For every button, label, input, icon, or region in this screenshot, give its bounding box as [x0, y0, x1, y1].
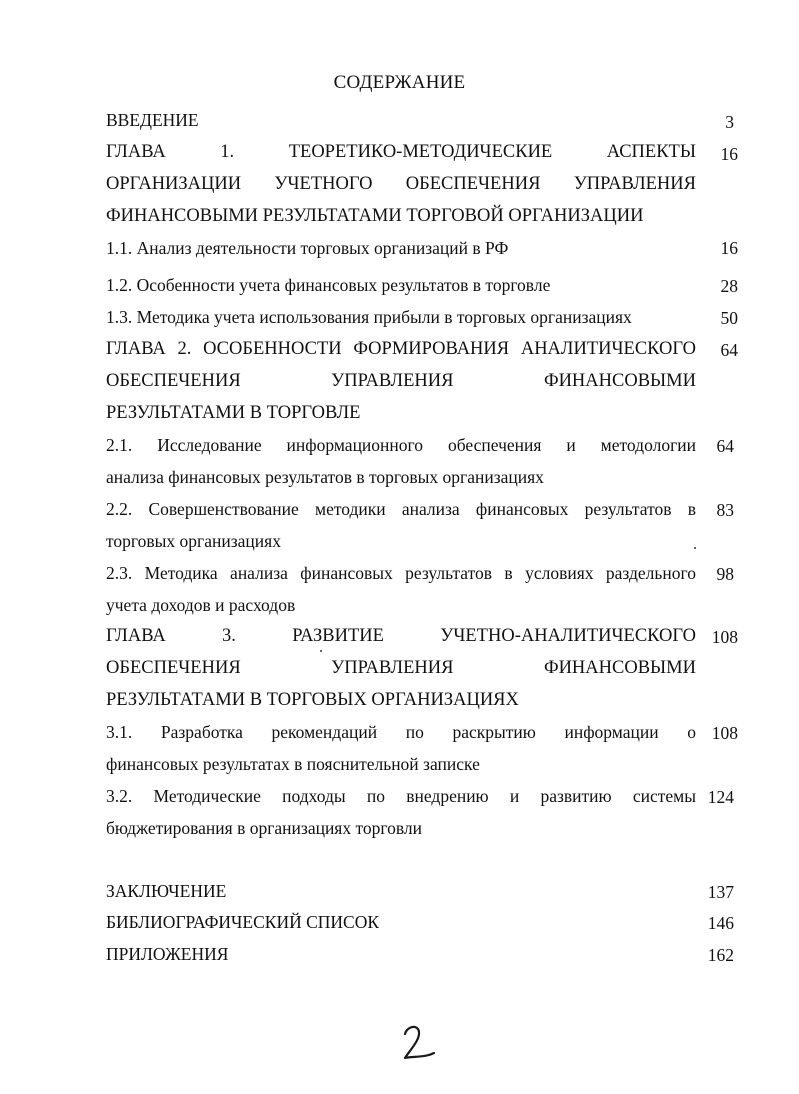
toc-title: СОДЕРЖАНИЕ: [333, 72, 466, 93]
toc-entry-introduction: [106, 104, 696, 136]
toc-entry-section-3-2: [106, 780, 696, 844]
toc-entry-text: РЕЗУЛЬТАТАМИ В ТОРГОВЛЕ: [106, 403, 361, 423]
toc-page-number: 64: [720, 340, 738, 360]
toc-entry-text: 1.1. Анализ деятельности торговых организаций в РФ: [106, 238, 509, 258]
toc-page-number: 137: [707, 882, 734, 902]
toc-entry-text: финансовых результатах в пояснительной записке: [106, 754, 480, 774]
toc-page-number: 108: [711, 627, 738, 647]
toc-entry-text: анализа финансовых результатов в торговых организациях: [106, 467, 544, 487]
toc-entry-chapter-3: [106, 620, 696, 716]
toc-page-number: 28: [720, 276, 738, 296]
toc-entry-text: 3.2. Методические подходы по внедрению и развитию системы: [106, 786, 696, 806]
toc-page-number: 162: [707, 945, 734, 965]
toc-entry-text: 2.3. Методика анализа финансовых результатов в условиях раздельного: [106, 563, 696, 583]
toc-entry-text: ПРИЛОЖЕНИЯ: [106, 944, 229, 964]
toc-entry-text: БИБЛИОГРАФИЧЕСКИЙ СПИСОК: [106, 912, 380, 932]
toc-entry-text: 2.2. Совершенствование методики анализа финансовых результатов в: [106, 499, 696, 519]
toc-page-number: 16: [720, 144, 738, 164]
toc-entry-section-2-2: [106, 493, 696, 557]
toc-entry-text: 3.1. Разработка рекомендаций по раскрытию информации о: [106, 722, 696, 742]
toc-entry-text: учета доходов и расходов: [106, 595, 296, 615]
toc-page-number: 146: [707, 913, 734, 933]
toc-entry-text: ГЛАВА 3. РАЗВИТИЕ УЧЕТНО-АНАЛИТИЧЕСКОГО: [106, 626, 696, 646]
toc-entry-text: ВВЕДЕНИЕ: [106, 110, 199, 130]
toc-page-number: 64: [716, 436, 734, 456]
scan-speck: [694, 547, 696, 549]
toc-entry-section-1-2: [106, 269, 696, 301]
toc-page-number: 50: [720, 308, 738, 328]
toc-page-number: 83: [716, 500, 734, 520]
toc-entry-text: ФИНАНСОВЫМИ РЕЗУЛЬТАТАМИ ТОРГОВОЙ ОРГАНИЗАЦИИ: [106, 206, 644, 226]
toc-page-number: 16: [720, 238, 738, 258]
toc-entry-text: бюджетирования в организациях торговли: [106, 818, 423, 838]
toc-entry-text: 1.2. Особенности учета финансовых результатов в торговле: [106, 275, 551, 295]
scan-speck: [320, 650, 322, 652]
toc-entry-text: ОРГАНИЗАЦИИ УЧЕТНОГО ОБЕСПЕЧЕНИЯ УПРАВЛЕНИЯ: [106, 174, 696, 194]
toc-entry-text: ЗАКЛЮЧЕНИЕ: [106, 881, 227, 901]
toc-entry-section-3-1: [106, 716, 696, 780]
toc-entry-section-1-3: [106, 301, 696, 333]
toc-page-number: 98: [716, 564, 734, 584]
toc-entry-section-2-1: [106, 429, 696, 493]
toc-entry-text: ГЛАВА 1. ТЕОРЕТИКО-МЕТОДИЧЕСКИЕ АСПЕКТЫ: [106, 142, 696, 162]
toc-page-number: 108: [711, 723, 738, 743]
handwritten-page-number: [396, 1018, 444, 1066]
toc-entry-text: 1.3. Методика учета использования прибыли в торговых организациях: [106, 307, 632, 327]
toc-page-number: 3: [725, 112, 734, 132]
toc-entry-text: торговых организациях: [106, 531, 281, 551]
toc-entry-conclusion: [106, 875, 696, 907]
toc-page-number: 124: [707, 787, 734, 807]
toc-entry-section-1-1: [106, 232, 696, 264]
toc-entry-appendices: [106, 938, 696, 970]
toc-entry-text: 2.1. Исследование информационного обеспечения и методологии: [106, 435, 696, 455]
toc-entry-chapter-2: [106, 333, 696, 429]
toc-entry-text: ГЛАВА 2. ОСОБЕННОСТИ ФОРМИРОВАНИЯ АНАЛИТИЧЕСКОГО: [106, 339, 696, 359]
toc-entry-text: ОБЕСПЕЧЕНИЯ УПРАВЛЕНИЯ ФИНАНСОВЫМИ: [106, 658, 696, 678]
toc-entry-bibliography: [106, 906, 696, 938]
toc-entry-text: РЕЗУЛЬТАТАМИ В ТОРГОВЫХ ОРГАНИЗАЦИЯХ: [106, 690, 519, 710]
toc-entry-section-2-3: [106, 557, 696, 621]
toc-entry-chapter-1: [106, 136, 696, 232]
toc-entry-text: ОБЕСПЕЧЕНИЯ УПРАВЛЕНИЯ ФИНАНСОВЫМИ: [106, 371, 696, 391]
